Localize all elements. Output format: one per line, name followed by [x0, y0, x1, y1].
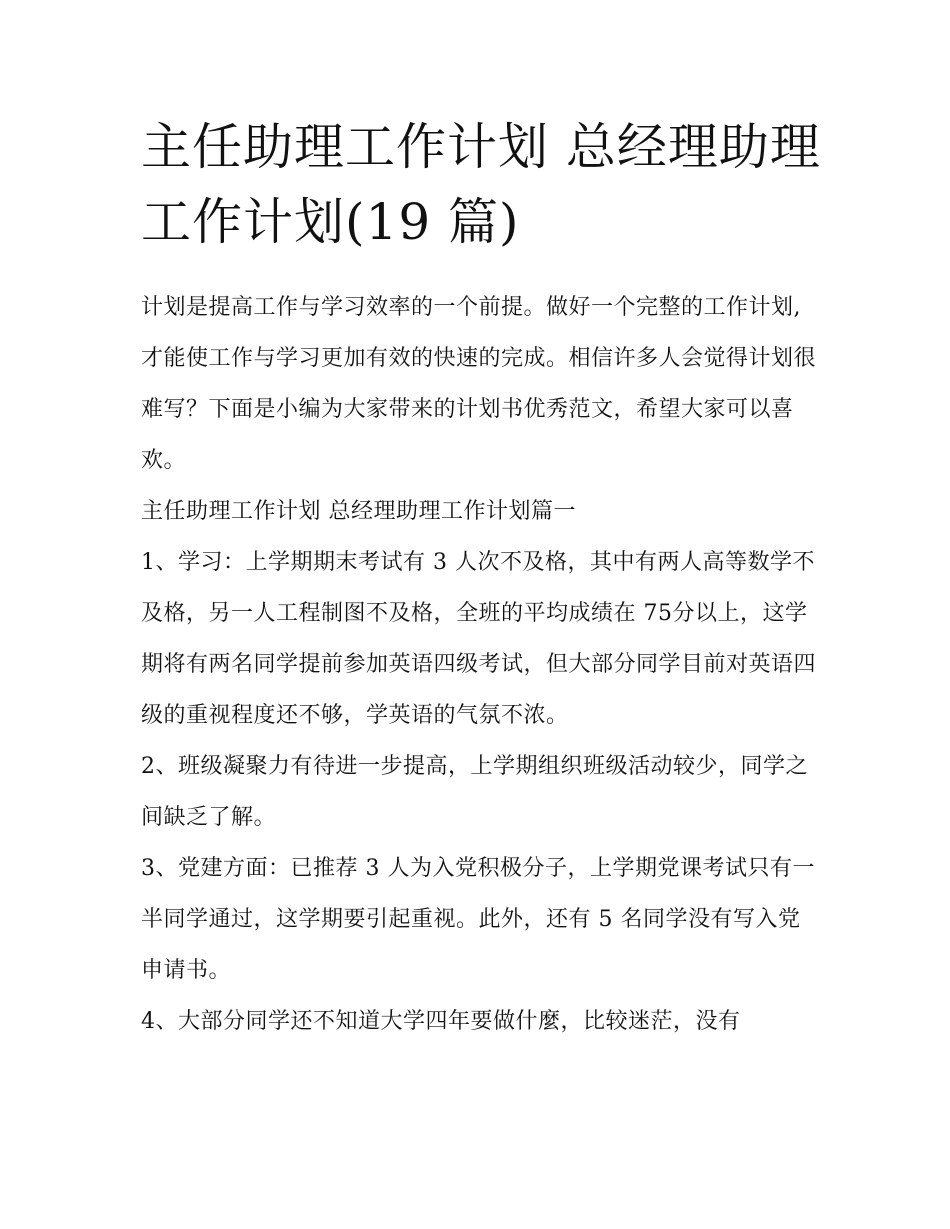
list-item-4: 4、大部分同学还不知道大学四年要做什麼，比较迷茫，没有	[141, 1009, 741, 1034]
intro-paragraph: 计划是提高工作与学习效率的一个前提。做好一个完整的工作计划,才能使工作与学习更加有效的快速的完成。相信许多人会觉得计划很难写？下面是小编为大家带来的计划书优秀范文，希望大家可以喜欢。	[141, 295, 817, 473]
list-item-2: 2、班级凝聚力有待进一步提高，上学期组织班级活动较少，同学之间缺乏了解。	[141, 754, 808, 830]
document-body	[141, 110, 821, 1047]
list-item-1: 1、学习：上学期期末考试有 3 人次不及格，其中有两人高等数学不及格，另一人工程制图不及格，全班的平均成绩在 75分以上，这学期将有两名同学提前参加英语四级考试，但大部分同学目前对英语四级的重视程度还不够，学英语的气氛不浓。	[141, 550, 817, 728]
section-heading: 主任助理工作计划 总经理助理工作计划篇一	[141, 499, 576, 524]
document-title: 主任助理工作计划 总经理助理工作计划(19 篇)	[141, 118, 821, 251]
list-item-3: 3、党建方面：已推荐 3 人为入党积极分子，上学期党课考试只有一半同学通过，这学期要引起重视。此外，还有 5 名同学没有写入党申请书。	[141, 856, 815, 983]
